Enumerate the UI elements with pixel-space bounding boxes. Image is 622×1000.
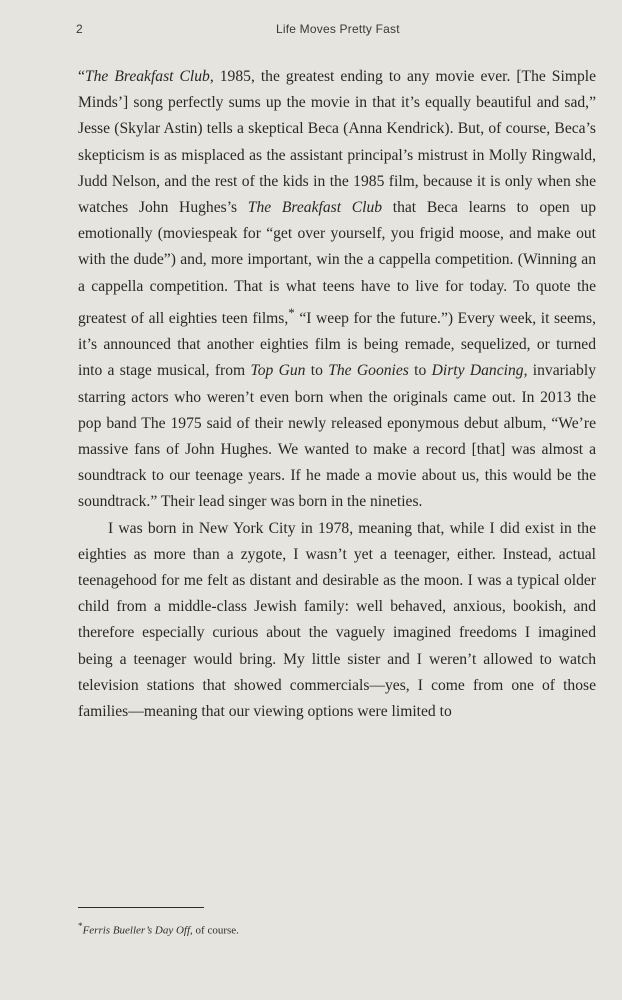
film-title: The Breakfast Club [84, 68, 210, 85]
film-title: The Goonies [328, 362, 409, 380]
footnote-text: , of course. [190, 924, 239, 937]
footnote-marker: * [288, 304, 295, 320]
footnote [78, 919, 578, 938]
page-header [76, 22, 594, 42]
paragraph-1: “The Breakfast Club, 1985, the greatest ending to any movie ever. [The Simple Minds’] song perfectly sums up the movie in that it’s equally beautiful and sad,” Jesse (Skylar Astin) tells a skeptical Beca (Anna Kendrick). But, of course, Beca’s skepticism is as misplaced as the assistant principal’s mistrust in Molly Ringwald, Judd Nelson, and the rest of the kids in the 1985 film, because it is only when she watches John Hughes’s The Breakfast Club that Beca learns to open up emotionally (moviespeak for “get over yourself, you frigid moose, and make out with the dude”) and, more important, win the a cappella competition. (Winning an a cappella competition. That is what teens have to live for today. To quote the greatest of all eighties teen films,* “I weep for the future.”) Every week, it seems, it’s announced that another eighties film is being remade, sequelized, or turned into a stage musical, from Top Gun to The Goonies to Dirty Dancing, invariably starring actors who weren’t even born when the originals came out. In 2013 the pop band The 1975 said of their newly released eponymous debut album, “We’re massive fans of John Hughes. We wanted to make a record [that] was almost a soundtrack to our teenage years. If he made a movie about us, this would be the soundtrack.” Their lead singer was born in the nineties. [78, 68, 596, 511]
footnote-film-title: Ferris Bueller’s Day Off [82, 924, 191, 937]
footnote-divider [78, 907, 204, 908]
film-title: The Breakfast Club [247, 199, 383, 217]
body-text [78, 64, 596, 725]
page-number: 2 [76, 22, 83, 36]
film-title: Dirty Dancing [431, 362, 524, 380]
paragraph-2: I was born in New York City in 1978, meaning that, while I did exist in the eighties as more than a zygote, I wasn’t yet a teenager, either. Instead, actual teenagehood for me felt as distant and desirable as the moon. I was a typical older child from a middle-class Jewish family: well behaved, anxious, bookish, and therefore especially curious about the vaguely imagined freedoms I imagined being a teenager would bring. My little sister and I weren’t allowed to watch television stations that showed commercials—yes, I come from one of those families—meaning that our viewing options were limited to [78, 519, 596, 721]
film-title: Top Gun [250, 362, 306, 380]
running-head: Life Moves Pretty Fast [276, 22, 400, 36]
footnote-marker: * [78, 921, 83, 931]
